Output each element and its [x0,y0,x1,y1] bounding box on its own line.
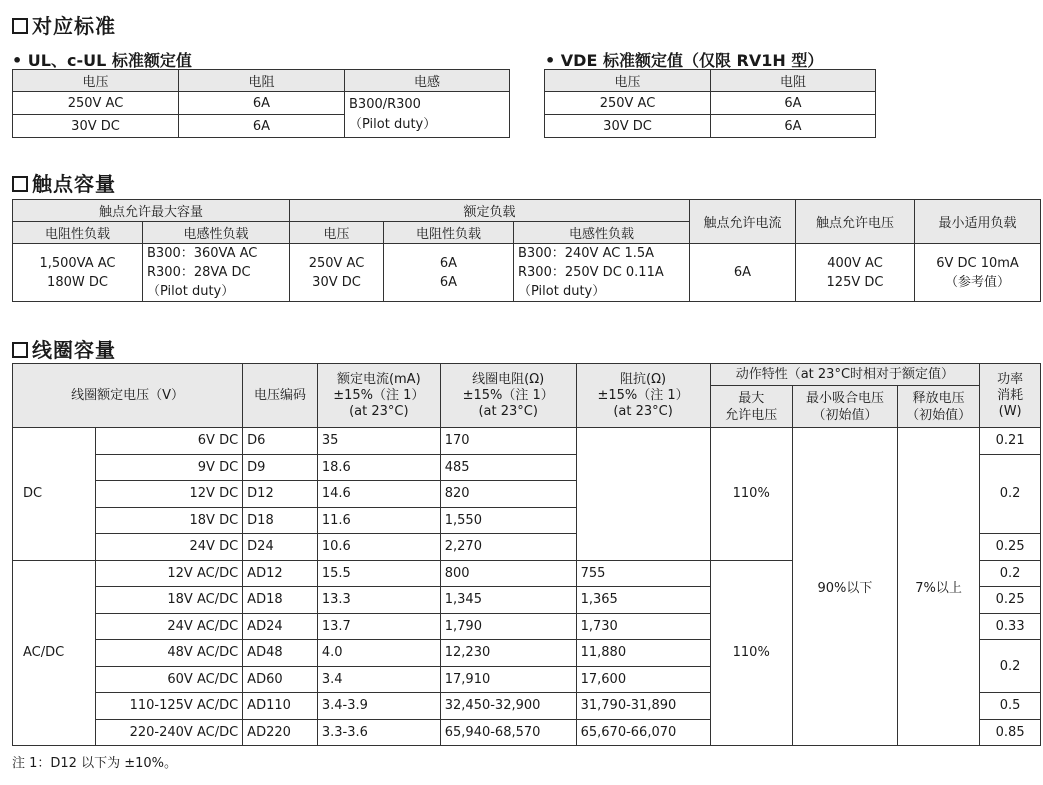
cell-power: 0.2 [980,640,1041,693]
header-rated-load: 额定负载 [290,200,690,222]
footnote: 注 1：D12 以下为 ±10%。 [12,756,178,771]
cell-current: 3.4-3.9 [317,693,440,720]
table-row [13,92,510,115]
cell-code: AD48 [243,640,318,667]
cell-rated-resistive: 6A 6A [384,244,514,302]
cell-voltage: 48V AC/DC [95,640,243,667]
section-title-contact: 触点容量 [12,168,116,197]
cell-voltage: 12V AC/DC [95,560,243,587]
cell-current: 18.6 [317,454,440,481]
cell-rated-inductive: B300：240V AC 1.5A R300：250V DC 0.11A （Pilot duty） [514,244,690,302]
cell-resistance: 1,345 [440,587,576,614]
table-row [545,115,876,138]
cell-power: 0.85 [980,719,1041,746]
subheader: 电阻性负载 [384,222,514,244]
cell-current: 13.3 [317,587,440,614]
cell-pickup: 90%以下 [792,428,897,746]
cell-resistance: 17,910 [440,666,576,693]
header-min-load: 最小适用负载 [915,200,1041,244]
header-voltage-code: 电压编码 [243,364,318,428]
cell-current: 3.3-3.6 [317,719,440,746]
header-allowed-current: 触点允许电流 [690,200,796,244]
cell-code: D18 [243,507,318,534]
cell-voltage: 30V DC [13,115,179,138]
cell-voltage: 30V DC [545,115,711,138]
col-header: 电感 [345,70,510,92]
coil-table [12,363,1041,746]
cell-allowed-current: 6A [690,244,796,302]
group-dc: DC [13,428,96,561]
subheader: 电感性负载 [143,222,290,244]
cell-resistance: 65,940-68,570 [440,719,576,746]
cell-inductive: B300/R300 （Pilot duty） [345,92,510,138]
ul-table-title: • UL、c-UL 标准额定值 [12,51,192,70]
cell-resistance: 32,450-32,900 [440,693,576,720]
cell-current: 3.4 [317,666,440,693]
cell-current: 11.6 [317,507,440,534]
contact-table [12,199,1041,302]
cell-voltage: 24V DC [95,534,243,561]
cell-voltage: 110-125V AC/DC [95,693,243,720]
cell-resistance: 800 [440,560,576,587]
cell-code: AD60 [243,666,318,693]
cell-resistance: 2,270 [440,534,576,561]
cell-power: 0.25 [980,534,1041,561]
cell-code: AD18 [243,587,318,614]
cell-voltage: 220-240V AC/DC [95,719,243,746]
cell-impedance: 11,880 [576,640,710,667]
section-title-coil: 线圈容量 [12,334,116,363]
col-header: 电压 [545,70,711,92]
cell-current: 15.5 [317,560,440,587]
cell-code: D12 [243,481,318,508]
cell-acdc-max-voltage: 110% [710,560,792,746]
subheader: 电压 [290,222,384,244]
cell-max-resistive: 1,500VA AC 180W DC [13,244,143,302]
cell-resistance: 820 [440,481,576,508]
header-allowed-voltage: 触点允许电压 [796,200,915,244]
table-row [13,428,1041,455]
cell-voltage: 250V AC [545,92,711,115]
cell-resistive: 6A [179,115,345,138]
header-impedance: 阻抗(Ω) ±15%（注 1） (at 23°C) [576,364,710,428]
vde-table-title: • VDE 标准额定值（仅限 RV1H 型） [545,51,824,70]
cell-current: 4.0 [317,640,440,667]
cell-power: 0.5 [980,693,1041,720]
col-header: 电阻 [711,70,876,92]
cell-current: 35 [317,428,440,455]
header-release-voltage: 释放电压 （初始值） [897,386,979,428]
cell-current: 14.6 [317,481,440,508]
cell-voltage: 6V DC [95,428,243,455]
cell-resistance: 1,550 [440,507,576,534]
cell-power: 0.33 [980,613,1041,640]
subheader: 电感性负载 [514,222,690,244]
cell-resistance: 485 [440,454,576,481]
cell-impedance: 1,365 [576,587,710,614]
col-header: 电阻 [179,70,345,92]
cell-voltage: 250V AC [13,92,179,115]
cell-voltage: 18V AC/DC [95,587,243,614]
cell-code: AD110 [243,693,318,720]
cell-power: 0.21 [980,428,1041,455]
cell-min-load: 6V DC 10mA （参考值） [915,244,1041,302]
cell-release: 7%以上 [897,428,979,746]
cell-dc-max-voltage: 110% [710,428,792,561]
checkbox-bullet-icon [12,342,28,358]
checkbox-bullet-icon [12,18,28,34]
header-rated-voltage: 线圈额定电压（V） [13,364,243,428]
cell-resistive: 6A [179,92,345,115]
ul-table [12,69,510,138]
subheader: 电阻性负载 [13,222,143,244]
cell-code: AD12 [243,560,318,587]
cell-code: AD24 [243,613,318,640]
cell-power: 0.2 [980,454,1041,534]
cell-current: 13.7 [317,613,440,640]
cell-resistive: 6A [711,115,876,138]
cell-impedance-empty [576,428,710,561]
checkbox-bullet-icon [12,176,28,192]
cell-current: 10.6 [317,534,440,561]
cell-resistance: 12,230 [440,640,576,667]
cell-impedance: 1,730 [576,613,710,640]
section-title-standards: 对应标准 [12,10,116,39]
table-row [545,92,876,115]
cell-impedance: 31,790-31,890 [576,693,710,720]
header-rated-current: 额定电流(mA) ±15%（注 1） (at 23°C) [317,364,440,428]
cell-code: AD220 [243,719,318,746]
cell-resistance: 1,790 [440,613,576,640]
header-coil-resistance: 线圈电阻(Ω) ±15%（注 1） (at 23°C) [440,364,576,428]
group-acdc: AC/DC [13,560,96,746]
table-row [13,244,1041,302]
cell-code: D9 [243,454,318,481]
cell-impedance: 755 [576,560,710,587]
cell-rated-voltage: 250V AC 30V DC [290,244,384,302]
header-pickup-voltage: 最小吸合电压 （初始值） [792,386,897,428]
header-max-allowed-voltage: 最大 允许电压 [710,386,792,428]
col-header: 电压 [13,70,179,92]
cell-allowed-voltage: 400V AC 125V DC [796,244,915,302]
cell-power: 0.25 [980,587,1041,614]
header-operating-characteristics: 动作特性（at 23°C时相对于额定值） [710,364,980,386]
cell-impedance: 17,600 [576,666,710,693]
header-max-capacity: 触点允许最大容量 [13,200,290,222]
cell-voltage: 9V DC [95,454,243,481]
cell-resistive: 6A [711,92,876,115]
cell-resistance: 170 [440,428,576,455]
cell-code: D6 [243,428,318,455]
cell-max-inductive: B300：360VA AC R300：28VA DC （Pilot duty） [143,244,290,302]
cell-impedance: 65,670-66,070 [576,719,710,746]
cell-voltage: 24V AC/DC [95,613,243,640]
cell-code: D24 [243,534,318,561]
cell-voltage: 60V AC/DC [95,666,243,693]
cell-power: 0.2 [980,560,1041,587]
header-power-consumption: 功率 消耗 (W) [980,364,1041,428]
cell-voltage: 18V DC [95,507,243,534]
vde-table [544,69,876,138]
cell-voltage: 12V DC [95,481,243,508]
